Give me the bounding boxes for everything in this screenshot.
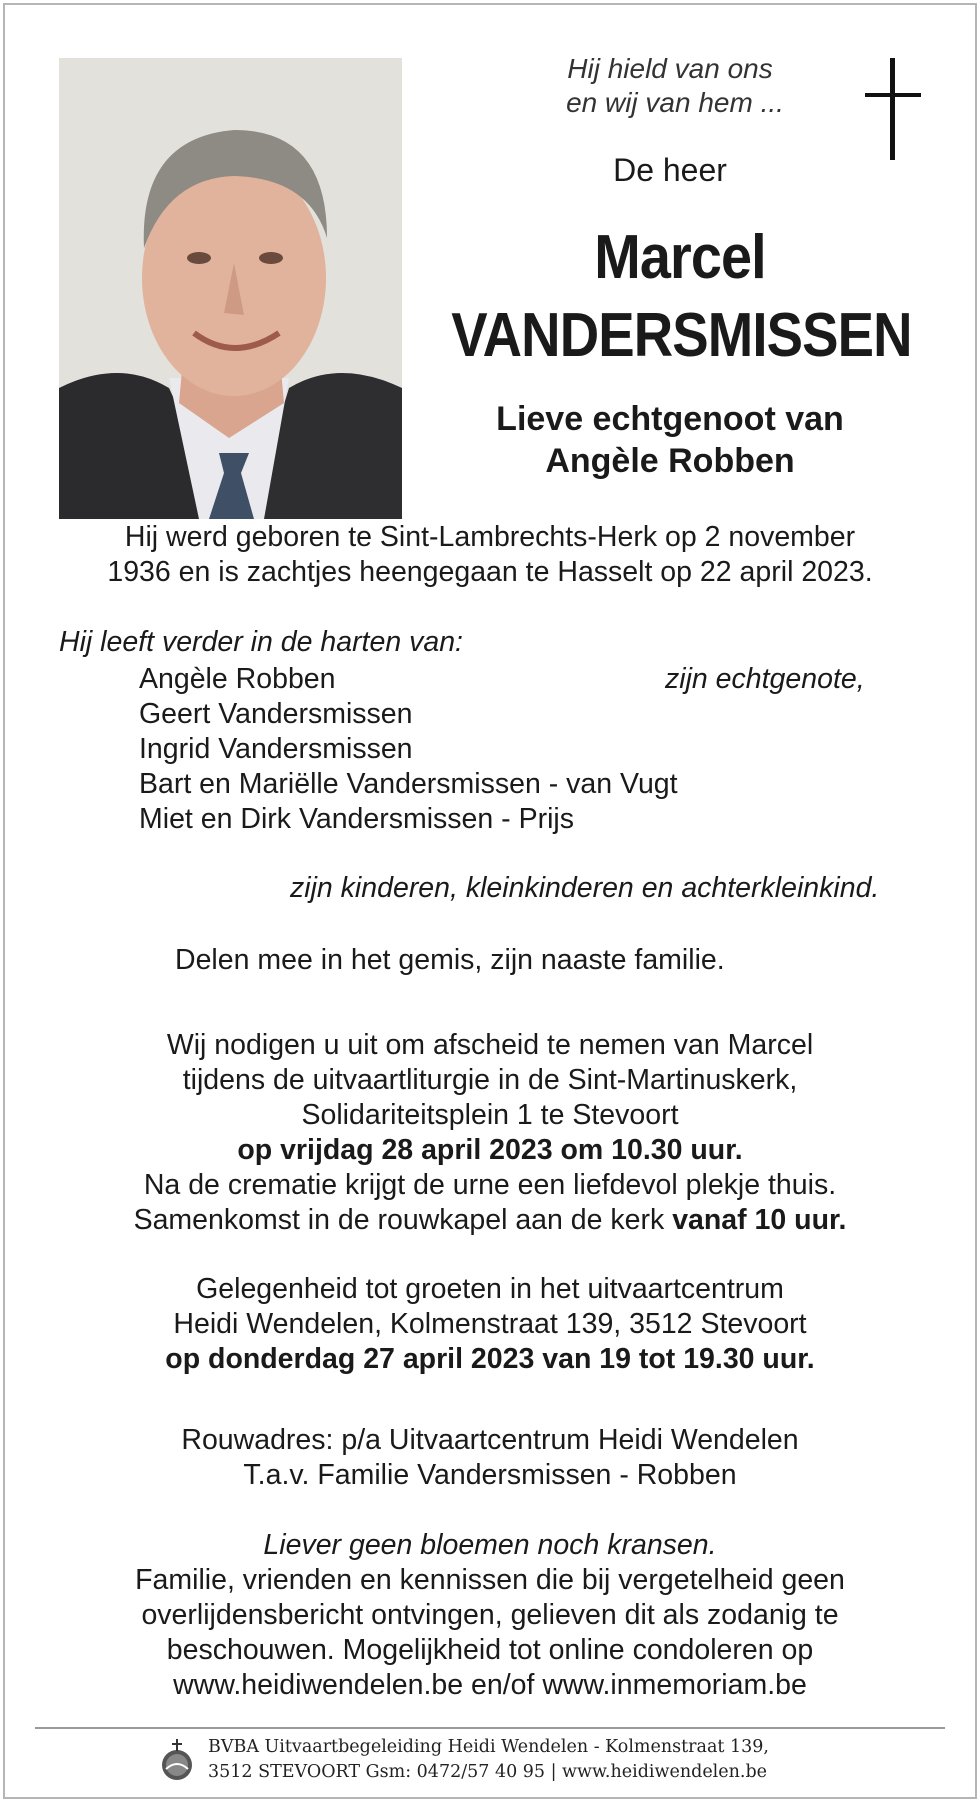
mourning-address [40, 1423, 940, 1493]
visitation-info [40, 1272, 940, 1377]
funeral-line: Na de crematie krijgt de urne een liefdevol plekje thuis. [143, 1169, 837, 1201]
family-heading: Hij leeft verder in de harten van: [59, 626, 463, 658]
no-flowers-note: Liever geen bloemen noch kransen. [263, 1529, 717, 1561]
address-line: T.a.v. Familie Vandersmissen - Robben [243, 1459, 737, 1491]
visitation-line: Gelegenheid tot groeten in het uitvaartcentrum [196, 1273, 784, 1305]
funeral-line: tijdens de uitvaartliturgie in de Sint-Martinuskerk, [182, 1064, 798, 1096]
footer-text [208, 1735, 769, 1785]
spouse-role: zijn echtgenote, [665, 663, 865, 695]
family-member: Geert Vandersmissen [139, 698, 413, 730]
visitation-line: Heidi Wendelen, Kolmenstraat 139, 3512 Stevoort [173, 1308, 807, 1340]
portrait-photo [59, 58, 402, 519]
footer-line: 3512 STEVOORT Gsm: 0472/57 40 95 | www.heidiwendelen.be [208, 1762, 768, 1782]
motto-line-1: Hij hield van ons [567, 53, 773, 84]
funeral-line: Solidariteitsplein 1 te Stevoort [301, 1099, 679, 1131]
condolence-links: www.heidiwendelen.be en/of www.inmemoriam.be [173, 1669, 807, 1701]
closing-line: Familie, vrienden en kennissen die bij vergetelheid geen [135, 1564, 845, 1596]
children-role: zijn kinderen, kleinkinderen en achterkleinkind. [290, 872, 880, 904]
family-member: Angèle Robben [139, 663, 336, 695]
family-member: Ingrid Vandersmissen [139, 733, 413, 765]
closing-line: overlijdensbericht ontvingen, gelieven dit als zodanig te [141, 1599, 839, 1631]
funeral-line [40, 1203, 940, 1238]
family-member: Miet en Dirk Vandersmissen - Prijs [139, 803, 575, 835]
spouse-line-2: Angèle Robben [545, 442, 795, 480]
family-member: Bart en Mariëlle Vandersmissen - van Vugt [139, 768, 678, 800]
cross-icon [865, 58, 921, 160]
funeral-line: Wij nodigen u uit om afscheid te nemen van Marcel [166, 1029, 814, 1061]
closing-text [40, 1528, 940, 1703]
birth-death-text [40, 520, 940, 590]
visitation-date: op donderdag 27 april 2023 van 19 tot 19.30 uur. [165, 1343, 815, 1375]
footer-line: BVBA Uitvaartbegeleiding Heidi Wendelen - Kolmenstraat 139, [208, 1737, 769, 1757]
gathering-time: vanaf 10 uur. [672, 1204, 847, 1236]
motto-line-2: en wij van hem ... [566, 87, 784, 118]
gathering-text: Samenkomst in de rouwkapel aan de kerk [133, 1204, 673, 1236]
funeral-date: op vrijdag 28 april 2023 om 10.30 uur. [237, 1134, 743, 1166]
first-name: Marcel [594, 223, 766, 292]
motto [540, 52, 800, 120]
funeral-home-logo-icon [160, 1739, 194, 1783]
spouse-line-1: Lieve echtgenoot van [496, 400, 844, 438]
closing-line: beschouwen. Mogelijkheid tot online condoleren op [166, 1634, 814, 1666]
footer-divider [35, 1727, 945, 1729]
birth-line: Hij werd geboren te Sint-Lambrechts-Herk op 2 november [124, 521, 856, 553]
address-line: Rouwadres: p/a Uitvaartcentrum Heidi Wendelen [181, 1424, 799, 1456]
share-line: Delen mee in het gemis, zijn naaste familie. [175, 944, 725, 976]
honorific: De heer [613, 152, 727, 188]
death-line: 1936 en is zachtjes heengegaan te Hasselt op 22 april 2023. [107, 556, 873, 588]
spouse-line [440, 398, 900, 482]
funeral-info [40, 1028, 940, 1238]
last-name: VANDERSMISSEN [451, 301, 912, 370]
